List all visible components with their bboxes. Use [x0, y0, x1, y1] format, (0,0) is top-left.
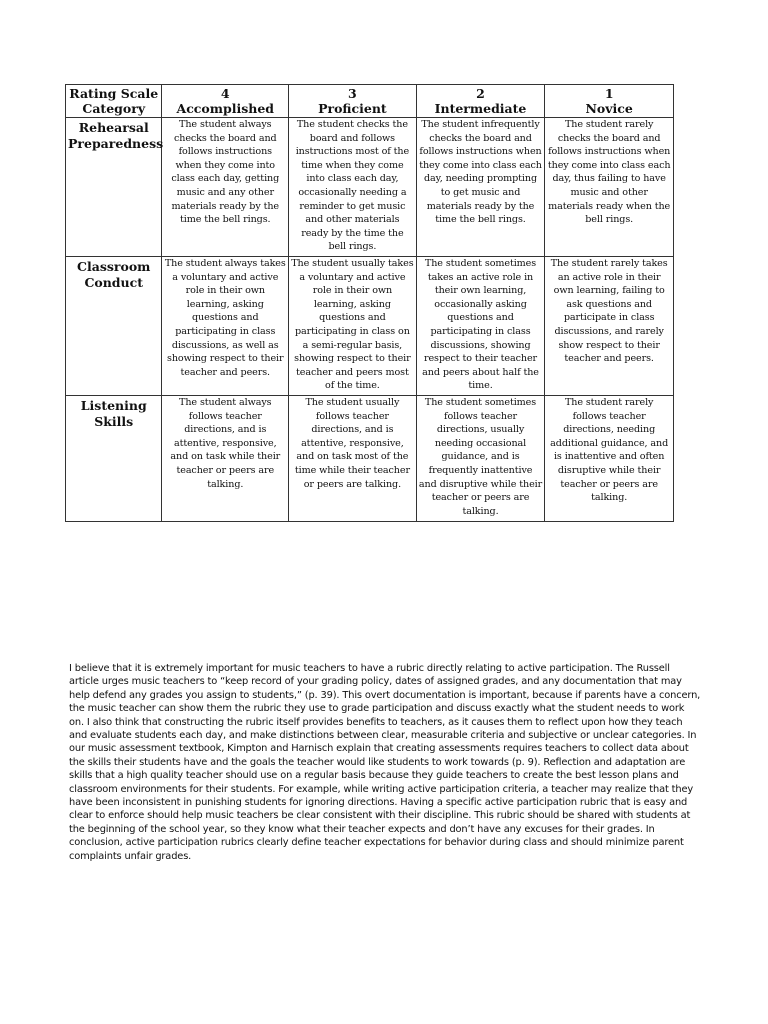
rubric-row-listening-skills	[66, 396, 674, 522]
header-score: 1	[604, 86, 614, 101]
header-level: Novice	[585, 101, 633, 116]
category-label: Rehearsal Preparedness	[66, 118, 162, 257]
criteria-cell: The student checks the board and follows instructions most of the time when they come into class each day, occasionally needing a reminder to get music and other materials ready by the time the bell rings.	[289, 118, 417, 257]
criteria-cell: The student always checks the board and follows instructions when they come into class each day, getting music and any other materials ready by the time the bell rings.	[162, 118, 289, 257]
header-novice	[545, 85, 674, 118]
criteria-cell: The student rarely checks the board and follows instructions when they come into class each day, thus failing to have music and other materials ready when the bell rings.	[545, 118, 674, 257]
header-intermediate	[416, 85, 545, 118]
criteria-cell: The student sometimes follows teacher directions, usually needing occasional guidance, and is frequently inattentive and disruptive while their teacher or peers are talking.	[416, 396, 545, 522]
criteria-cell: The student always takes a voluntary and active role in their own learning, asking questions and participating in class discussions, as well as showing respect to their teacher and peers.	[162, 257, 289, 396]
rubric-row-rehearsal-preparedness	[66, 118, 674, 257]
criteria-cell: The student rarely follows teacher directions, needing additional guidance, and is inattentive and often disruptive while their teacher or peers are talking.	[545, 396, 674, 522]
criteria-cell: The student sometimes takes an active role in their own learning, occasionally asking questions and participating in class discussions, showing respect to their teacher and peers about half the time.	[416, 257, 545, 396]
category-label: Classroom Conduct	[66, 257, 162, 396]
header-level: Accomplished	[176, 101, 275, 116]
criteria-cell: The student infrequently checks the board and follows instructions when they come into class each day, needing prompting to get music and materials ready by the time the bell rings.	[416, 118, 545, 257]
header-category-line2: Category	[82, 101, 146, 116]
criteria-cell: The student usually follows teacher directions, and is attentive, responsive, and on task most of the time while their teacher or peers are talking.	[289, 396, 417, 522]
header-proficient	[289, 85, 417, 118]
rubric-row-classroom-conduct	[66, 257, 674, 396]
header-level: Intermediate	[434, 101, 527, 116]
criteria-cell: The student rarely takes an active role in their own learning, failing to ask questions and participate in class discussions, and rarely show respect to their teacher and peers.	[545, 257, 674, 396]
rubric-table	[65, 84, 674, 522]
rubric-header-row	[66, 85, 674, 118]
header-score: 4	[220, 86, 230, 101]
category-label: Listening Skills	[66, 396, 162, 522]
header-category-line1: Rating Scale	[69, 86, 159, 101]
header-level: Proficient	[318, 101, 387, 116]
reflection-paragraph: I believe that it is extremely important for music teachers to have a rubric directly relating to active participation. The Russell article urges music teachers to “keep record of your grading policy, dates of assigned grades, and any documentation that may help defend any grades you assign to students,” (p. 39). This overt documentation is important, because if parents have a concern, the music teacher can show them the rubric they use to grade participation and discuss exactly what the student needs to work on. I also think that constructing the rubric itself provides benefits to teachers, as it causes them to reflect upon how they teach and evaluate students each day, and make distinctions between clear, measurable criteria and subjective or unclear categories. In our music assessment textbook, Kimpton and Harnisch explain that creating assessments requires teachers to collect data about the skills their students have and the goals the teacher would like students to work towards (p. 9). Reflection and adaptation are skills that a high quality teacher should use on a regular basis because they guide teachers to create the best lesson plans and classroom environments for their students. For example, while writing active participation criteria, a teacher may realize that they have been inconsistent in punishing students for ignoring directions. Having a specific active participation rubric that is easy and clear to enforce should help music teachers be clear consistent with their discipline. This rubric should be shared with students at the beginning of the school year, so they know what their teacher expects and don’t have any excuses for their grades. In conclusion, active participation rubrics clearly define teacher expectations for behavior during class and should minimize parent complaints unfair grades.	[69, 663, 701, 862]
criteria-cell: The student usually takes a voluntary and active role in their own learning, asking questions and participating in class on a semi-regular basis, showing respect to their teacher and peers most of the time.	[289, 257, 417, 396]
header-accomplished	[162, 85, 289, 118]
criteria-cell: The student always follows teacher directions, and is attentive, responsive, and on task while their teacher or peers are talking.	[162, 396, 289, 522]
header-category	[66, 85, 162, 118]
header-score: 2	[476, 86, 485, 101]
header-score: 3	[348, 86, 357, 101]
